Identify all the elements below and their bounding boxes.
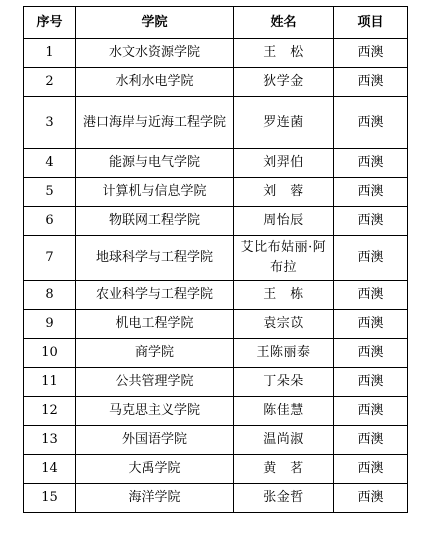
cell-college: 外国语学院 (76, 426, 234, 455)
cell-index: 11 (24, 368, 76, 397)
cell-college: 农业科学与工程学院 (76, 281, 234, 310)
cell-name: 张金哲 (234, 484, 334, 513)
cell-name: 袁宗苡 (234, 310, 334, 339)
cell-index: 10 (24, 339, 76, 368)
cell-name: 周怡辰 (234, 207, 334, 236)
cell-college: 港口海岸与近海工程学院 (76, 97, 234, 149)
cell-index: 5 (24, 178, 76, 207)
header-name: 姓名 (234, 7, 334, 39)
cell-index: 1 (24, 39, 76, 68)
cell-index: 2 (24, 68, 76, 97)
cell-project: 西澳 (334, 68, 408, 97)
table-row (24, 484, 408, 513)
cell-name: 艾比布姑丽·阿布拉 (234, 236, 334, 281)
cell-college: 水文水资源学院 (76, 39, 234, 68)
cell-name: 狄学金 (234, 68, 334, 97)
cell-college: 水利水电学院 (76, 68, 234, 97)
cell-project: 西澳 (334, 310, 408, 339)
cell-project: 西澳 (334, 484, 408, 513)
cell-project: 西澳 (334, 39, 408, 68)
table-row (24, 68, 408, 97)
cell-project: 西澳 (334, 97, 408, 149)
cell-name: 丁朵朵 (234, 368, 334, 397)
cell-index: 15 (24, 484, 76, 513)
cell-index: 4 (24, 149, 76, 178)
table-row (24, 397, 408, 426)
cell-index: 7 (24, 236, 76, 281)
cell-project: 西澳 (334, 207, 408, 236)
cell-index: 8 (24, 281, 76, 310)
cell-name: 陈佳慧 (234, 397, 334, 426)
table-row (24, 455, 408, 484)
table-header-row (24, 7, 408, 39)
cell-project: 西澳 (334, 397, 408, 426)
table-row (24, 310, 408, 339)
table-row (24, 207, 408, 236)
cell-project: 西澳 (334, 455, 408, 484)
cell-index: 12 (24, 397, 76, 426)
cell-college: 公共管理学院 (76, 368, 234, 397)
cell-project: 西澳 (334, 149, 408, 178)
cell-college: 机电工程学院 (76, 310, 234, 339)
table-row (24, 39, 408, 68)
cell-name: 刘 蓉 (234, 178, 334, 207)
cell-project: 西澳 (334, 236, 408, 281)
cell-project: 西澳 (334, 178, 408, 207)
cell-college: 地球科学与工程学院 (76, 236, 234, 281)
student-roster-table (23, 6, 408, 513)
cell-index: 13 (24, 426, 76, 455)
table-row (24, 281, 408, 310)
table-row (24, 97, 408, 149)
cell-college: 计算机与信息学院 (76, 178, 234, 207)
table-row (24, 339, 408, 368)
cell-name: 温尚淑 (234, 426, 334, 455)
cell-name: 刘羿伯 (234, 149, 334, 178)
cell-project: 西澳 (334, 281, 408, 310)
table-row (24, 236, 408, 281)
cell-name: 罗连菌 (234, 97, 334, 149)
cell-college: 海洋学院 (76, 484, 234, 513)
cell-index: 9 (24, 310, 76, 339)
cell-college: 大禹学院 (76, 455, 234, 484)
cell-project: 西澳 (334, 339, 408, 368)
cell-college: 能源与电气学院 (76, 149, 234, 178)
cell-project: 西澳 (334, 368, 408, 397)
table-row (24, 178, 408, 207)
cell-name: 黄 茗 (234, 455, 334, 484)
header-college: 学院 (76, 7, 234, 39)
cell-college: 商学院 (76, 339, 234, 368)
cell-index: 14 (24, 455, 76, 484)
cell-college: 马克思主义学院 (76, 397, 234, 426)
table-row (24, 149, 408, 178)
cell-index: 6 (24, 207, 76, 236)
cell-index: 3 (24, 97, 76, 149)
table-row (24, 426, 408, 455)
cell-name: 王陈丽泰 (234, 339, 334, 368)
cell-name: 王 松 (234, 39, 334, 68)
cell-name: 王 栋 (234, 281, 334, 310)
header-project: 项目 (334, 7, 408, 39)
cell-college: 物联网工程学院 (76, 207, 234, 236)
table-row (24, 368, 408, 397)
header-index: 序号 (24, 7, 76, 39)
cell-project: 西澳 (334, 426, 408, 455)
